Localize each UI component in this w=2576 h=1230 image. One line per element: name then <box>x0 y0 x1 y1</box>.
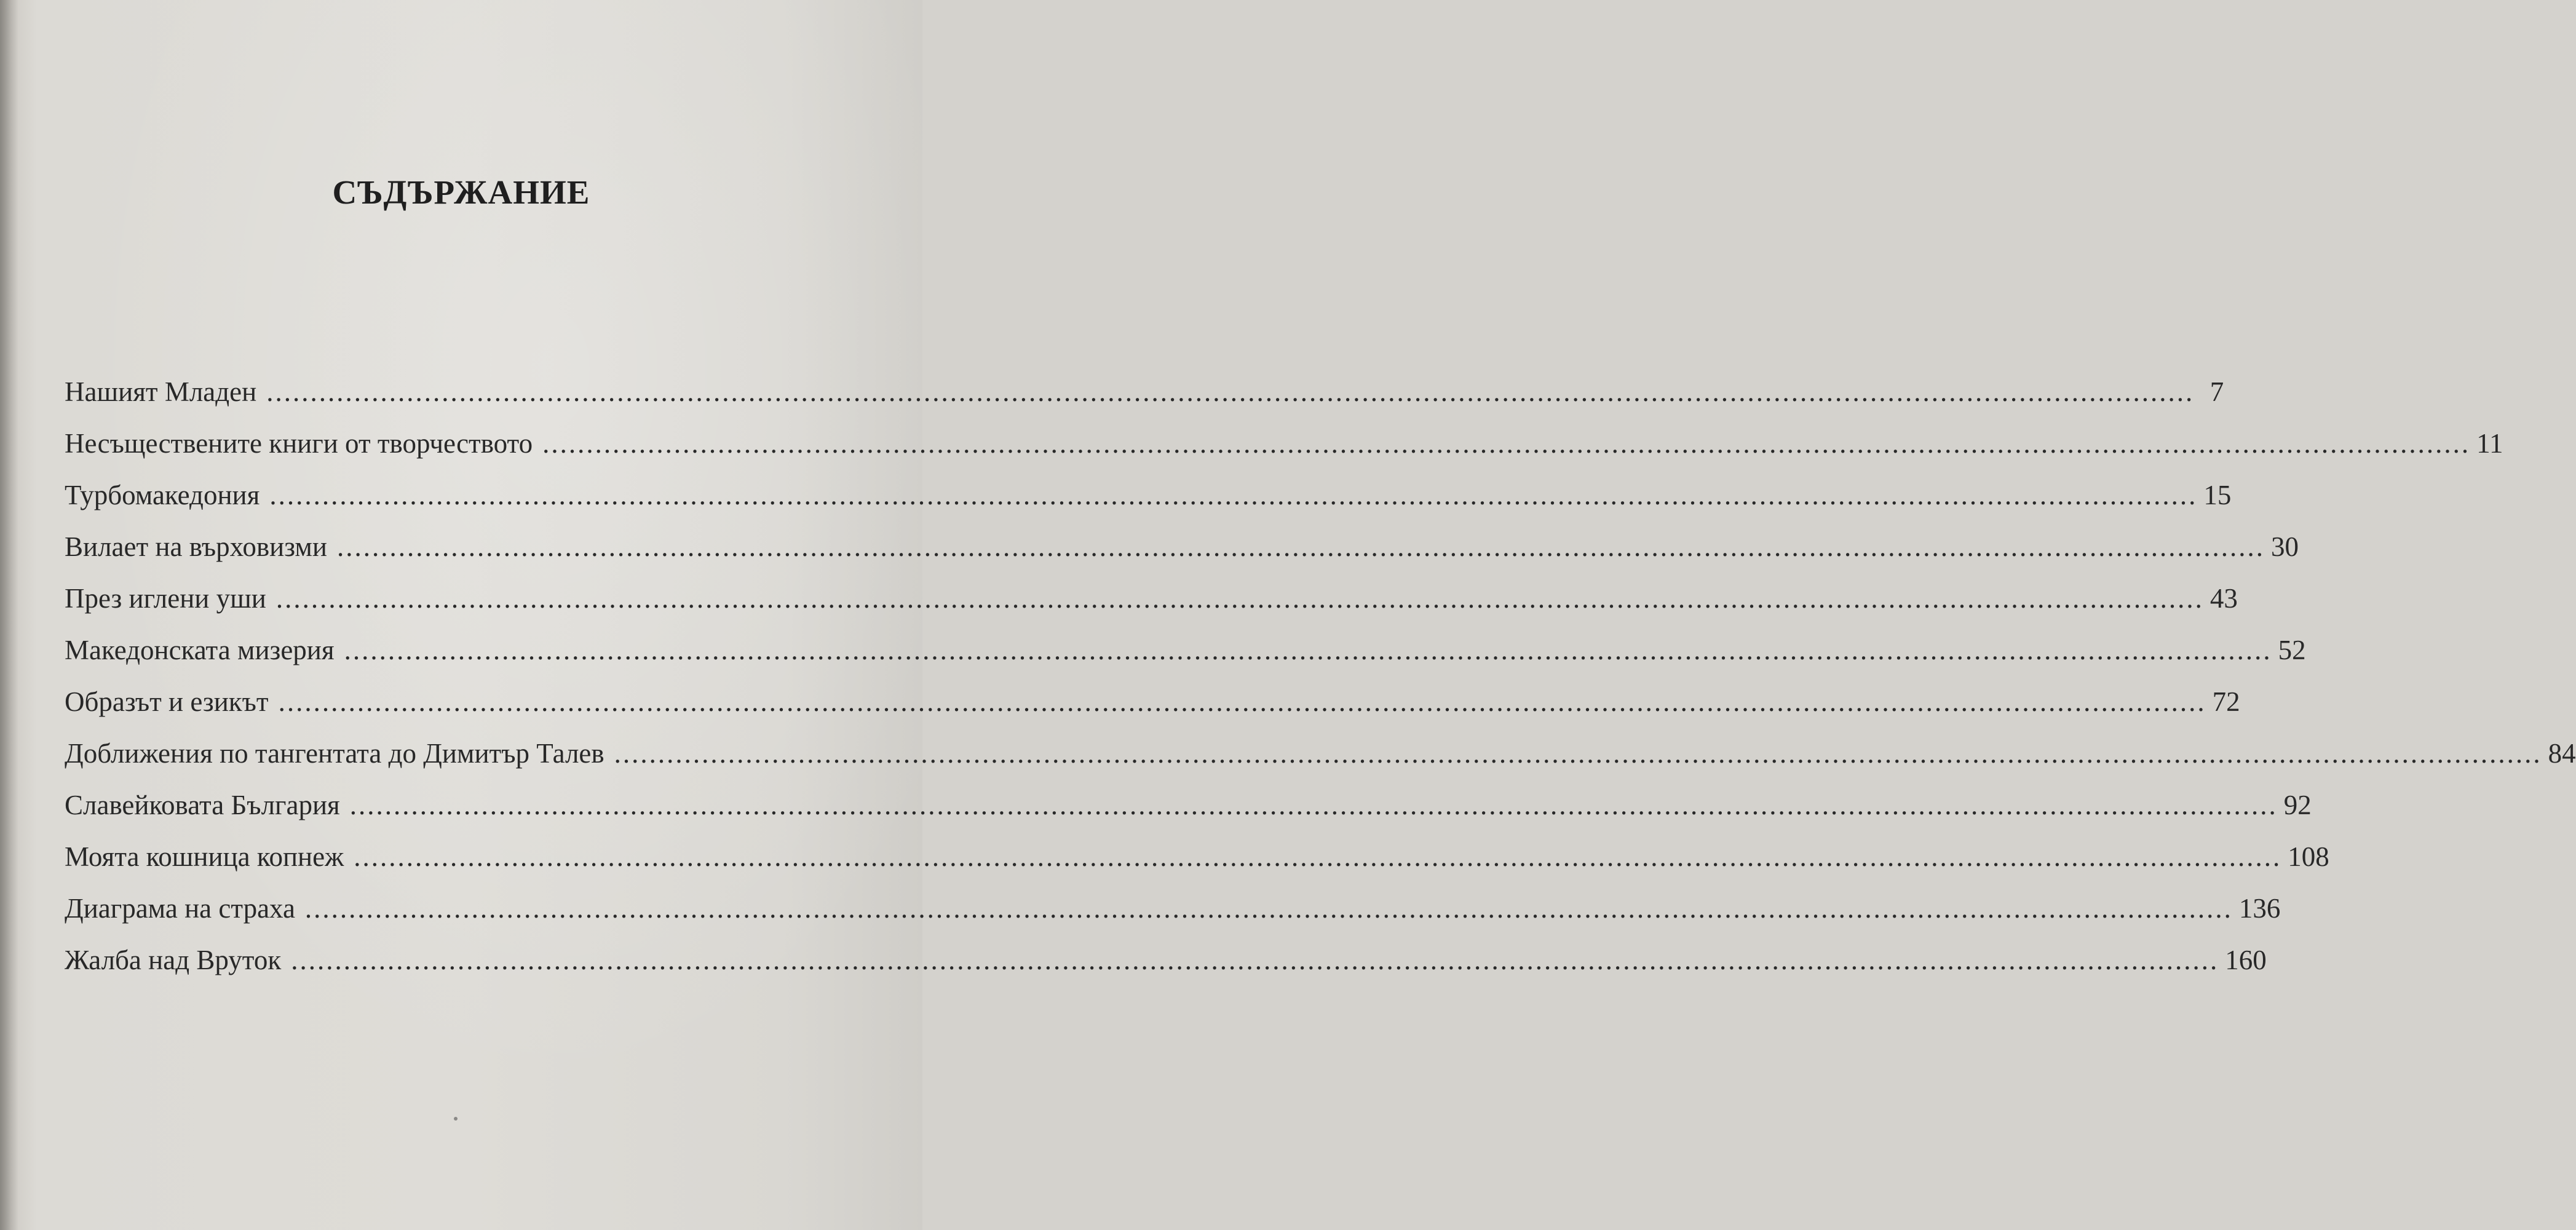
toc-entry-page: 11 <box>2476 428 2503 459</box>
toc-entry <box>65 418 2503 469</box>
toc-entry <box>65 521 2299 573</box>
toc-entry-page: 108 <box>2288 841 2329 872</box>
dot-leader: ............................................................................................................................................................................................................................ <box>542 428 2471 459</box>
dot-leader: ............................................................................................................................................................................................................................ <box>275 583 2204 614</box>
dot-leader: ............................................................................................................................................................................................................................ <box>336 531 2265 562</box>
dot-leader: ............................................................................................................................................................................................................................ <box>291 945 2219 975</box>
toc-entry-title: През иглени уши <box>65 583 266 614</box>
toc-entry <box>65 728 2576 779</box>
toc-entry-title: Доближения по тангентата до Димитър Талев <box>65 738 604 769</box>
toc-entry-title: Славейковата България <box>65 790 340 820</box>
dot-leader: ............................................................................................................................................................................................................................ <box>266 376 2195 407</box>
toc-entry-title: Моята кошница копнеж <box>65 841 344 872</box>
dot-leader: ............................................................................................................................................................................................................................ <box>349 790 2278 820</box>
toc-entry-page: 136 <box>2238 893 2281 924</box>
toc-entry <box>65 676 2240 728</box>
toc-entry-title: Несъществените книги от творчеството <box>65 428 533 459</box>
toc-entry-page: 15 <box>2203 480 2232 510</box>
toc-entry-page: 52 <box>2278 635 2306 665</box>
toc-entry-page: 7 <box>2209 376 2224 407</box>
toc-entry-title: Диаграма на страха <box>65 893 295 924</box>
toc-entry <box>65 934 2267 986</box>
dot-leader: ............................................................................................................................................................................................................................ <box>344 635 2272 665</box>
page-title: СЪДЪРЖАНИЕ <box>332 173 590 211</box>
toc-entry-title: Вилает на върховизми <box>65 531 327 562</box>
toc-entry <box>65 469 2232 521</box>
toc-entry-page: 72 <box>2212 686 2240 717</box>
dot-leader: ............................................................................................................................................................................................................................ <box>269 480 2198 510</box>
toc-entry-page: 92 <box>2283 790 2312 820</box>
toc-entry-title: Нашият Младен <box>65 376 257 407</box>
dot-leader: ............................................................................................................................................................................................................................ <box>278 686 2206 717</box>
toc-entry <box>65 573 2238 624</box>
toc-entry <box>65 831 2329 883</box>
dot-leader: ............................................................................................................................................................................................................................ <box>354 841 2282 872</box>
toc-entry <box>65 366 2224 418</box>
toc-entry-page: 30 <box>2270 531 2299 562</box>
paper-speck <box>454 1117 458 1121</box>
toc-entry-title: Турбомакедония <box>65 480 260 510</box>
toc-entry <box>65 883 2281 934</box>
dot-leader: ............................................................................................................................................................................................................................ <box>304 893 2233 924</box>
toc-entry-page: 160 <box>2225 945 2267 975</box>
toc-entry <box>65 624 2306 676</box>
toc-entry-page: 43 <box>2209 583 2238 614</box>
toc-entry-page: 84 <box>2548 738 2576 769</box>
toc-entry-title: Македонската мизерия <box>65 635 335 665</box>
toc-entry-title: Жалба над Вруток <box>65 945 282 975</box>
table-of-contents <box>65 366 2576 986</box>
toc-entry-title: Образът и езикът <box>65 686 269 717</box>
toc-entry <box>65 779 2312 831</box>
dot-leader: ............................................................................................................................................................................................................................ <box>614 738 2542 769</box>
